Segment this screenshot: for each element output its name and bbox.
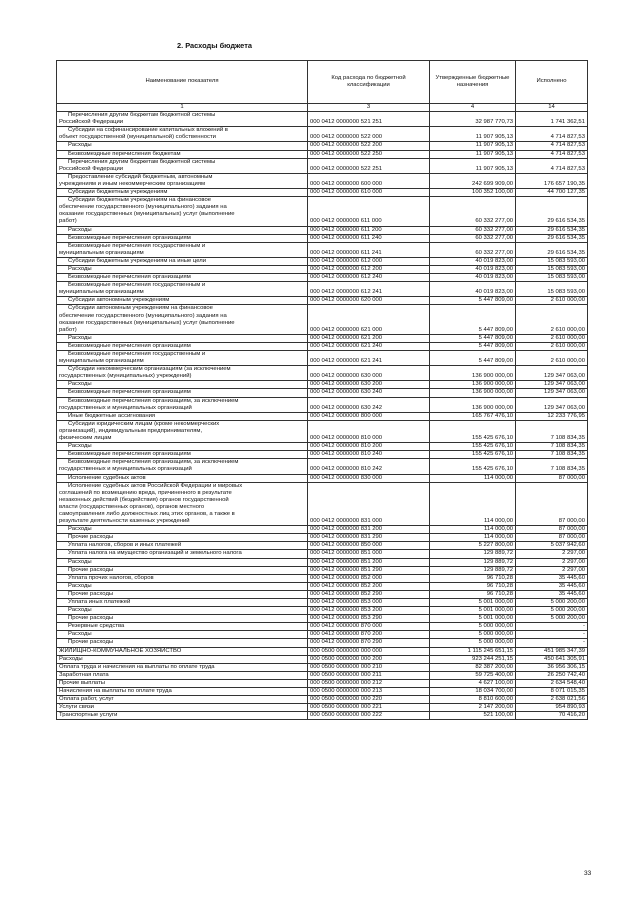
row-executed-cell: 29 616 534,35 [516,197,588,226]
row-code-cell: 000 0412 0000000 831 000 [308,482,430,526]
row-approved-cell: 40 019 823,00 [430,257,516,265]
row-executed-cell: 5 000 200,00 [516,615,588,623]
row-code-cell: 000 0412 0000000 610 000 [308,189,430,197]
table-row [57,615,588,623]
row-approved-cell: 5 000 000,00 [430,631,516,639]
row-code-cell: 000 0500 0000000 000 220 [308,696,430,704]
row-executed-cell: 129 347 063,00 [516,389,588,397]
row-executed-cell: 70 416,20 [516,712,588,720]
row-approved-cell: 32 987 770,73 [430,112,516,127]
row-executed-cell: 15 083 593,00 [516,257,588,265]
column-header-code: Код расхода по бюджетной классификации [308,61,430,104]
row-approved-cell: 5 227 800,00 [430,542,516,550]
row-name-cell: Расходы [57,265,308,273]
table-header-row [57,61,588,104]
row-executed-cell: 2 638 021,56 [516,696,588,704]
row-executed-cell: 129 347 063,00 [516,366,588,381]
row-approved-cell: 60 332 277,00 [430,234,516,242]
row-code-cell: 000 0412 0000000 630 240 [308,389,430,397]
row-approved-cell: 5 447 809,00 [430,334,516,342]
row-name-cell: Безвозмездные перечисления организациям [57,342,308,350]
row-executed-cell: 451 985 347,39 [516,647,588,655]
table-row [57,150,588,158]
row-name-cell: Безвозмездные перечисления организациям [57,389,308,397]
row-executed-cell: 29 616 534,35 [516,226,588,234]
row-code-cell: 000 0412 0000000 620 000 [308,297,430,305]
table-row [57,142,588,150]
table-row [57,688,588,696]
row-approved-cell: 96 710,28 [430,590,516,598]
table-row [57,451,588,459]
row-name-cell: Расходы [57,334,308,342]
table-row [57,334,588,342]
row-executed-cell: 26 250 742,40 [516,671,588,679]
row-code-cell: 000 0412 0000000 611 200 [308,226,430,234]
row-executed-cell: 44 700 127,35 [516,189,588,197]
row-code-cell: 000 0412 0000000 621 241 [308,351,430,366]
row-executed-cell: 2 610 000,00 [516,334,588,342]
column-header-executed: Исполнено [516,61,588,104]
row-name-cell: Перечисления другим бюджетам бюджетной системы Российской Федерации [57,112,308,127]
row-approved-cell: 155 425 676,10 [430,443,516,451]
row-approved-cell: 136 900 000,00 [430,366,516,381]
row-executed-cell: 2 610 000,00 [516,351,588,366]
row-approved-cell: 155 425 676,10 [430,451,516,459]
table-row [57,242,588,257]
column-number-row [57,104,588,112]
row-code-cell: 000 0412 0000000 630 000 [308,366,430,381]
row-executed-cell: 35 445,60 [516,582,588,590]
row-approved-cell: 40 019 823,00 [430,265,516,273]
table-row [57,704,588,712]
row-executed-cell: - [516,631,588,639]
row-approved-cell: 114 000,00 [430,534,516,542]
row-executed-cell: 5 000 200,00 [516,607,588,615]
table-row [57,582,588,590]
row-name-cell: Расходы [57,631,308,639]
row-code-cell: 000 0412 0000000 810 242 [308,459,430,474]
row-name-cell: Безвозмездные перечисления государственным и муниципальным организациям [57,282,308,297]
row-code-cell: 000 0412 0000000 630 242 [308,397,430,412]
row-approved-cell: 18 034 700,00 [430,688,516,696]
row-name-cell: Расходы [57,226,308,234]
row-name-cell: Прочие расходы [57,590,308,598]
row-code-cell: 000 0412 0000000 621 000 [308,305,430,334]
table-row [57,158,588,173]
row-name-cell: Расходы [57,443,308,451]
row-code-cell: 000 0412 0000000 831 200 [308,526,430,534]
row-code-cell: 000 0412 0000000 853 200 [308,607,430,615]
row-name-cell: Расходы [57,655,308,663]
row-approved-cell: 5 000 000,00 [430,623,516,631]
table-row [57,173,588,188]
row-name-cell: Субсидии некоммерческим организациям (за исключением государственных (муниципальных) учреждений) [57,366,308,381]
row-name-cell: Оплата работ, услуг [57,696,308,704]
row-approved-cell: 136 900 000,00 [430,389,516,397]
table-row [57,534,588,542]
row-name-cell: Безвозмездные перечисления организациям [57,451,308,459]
row-executed-cell: 15 083 593,00 [516,274,588,282]
row-code-cell: 000 0412 0000000 621 240 [308,342,430,350]
row-code-cell: 000 0412 0000000 850 000 [308,542,430,550]
row-approved-cell: 242 699 909,00 [430,173,516,188]
row-code-cell: 000 0412 0000000 612 240 [308,274,430,282]
column-header-name: Наименование показателя [57,61,308,104]
row-code-cell: 000 0412 0000000 810 000 [308,420,430,442]
table-row [57,420,588,442]
row-executed-cell: 87 000,00 [516,526,588,534]
row-approved-cell: 8 810 600,00 [430,696,516,704]
row-name-cell: Услуги связи [57,704,308,712]
row-code-cell: 000 0412 0000000 870 200 [308,631,430,639]
row-approved-cell: 96 710,28 [430,574,516,582]
row-approved-cell: 129 889,72 [430,566,516,574]
row-approved-cell: 136 900 000,00 [430,397,516,412]
row-code-cell: 000 0412 0000000 810 240 [308,451,430,459]
row-code-cell: 000 0412 0000000 612 000 [308,257,430,265]
row-code-cell: 000 0412 0000000 521 251 [308,112,430,127]
row-name-cell: Безвозмездные перечисления организациям [57,234,308,242]
table-row [57,482,588,526]
table-row [57,607,588,615]
row-executed-cell: 2 297,00 [516,566,588,574]
table-row [57,647,588,655]
expenditure-table [56,60,588,720]
row-name-cell: Безвозмездные перечисления организациям [57,274,308,282]
row-approved-cell: 923 244 251,15 [430,655,516,663]
column-number: 4 [430,104,516,112]
row-code-cell: 000 0412 0000000 831 290 [308,534,430,542]
row-code-cell: 000 0412 0000000 522 250 [308,150,430,158]
table-row [57,381,588,389]
table-row [57,655,588,663]
row-approved-cell: 5 001 000,00 [430,599,516,607]
row-code-cell: 000 0412 0000000 611 000 [308,197,430,226]
row-name-cell: Субсидии автономным учреждениям на финансовое обеспечение государственного (муниципального) задания на оказание государственных (муниципальных) услуг (выполнение работ) [57,305,308,334]
row-code-cell: 000 0412 0000000 870 000 [308,623,430,631]
table-row [57,623,588,631]
row-executed-cell: 4 714 827,53 [516,142,588,150]
row-code-cell: 000 0412 0000000 810 200 [308,443,430,451]
row-code-cell: 000 0412 0000000 851 000 [308,550,430,558]
table-row [57,282,588,297]
row-executed-cell: 2 610 000,00 [516,342,588,350]
row-name-cell: Субсидии бюджетным учреждениям на иные цели [57,257,308,265]
row-name-cell: Безвозмездные перечисления организациям, за исключением государственных и муниципальных организаций [57,397,308,412]
row-approved-cell: 11 907 905,13 [430,150,516,158]
table-row [57,574,588,582]
row-executed-cell: 4 714 827,53 [516,150,588,158]
table-row [57,631,588,639]
row-approved-cell: 40 019 823,00 [430,282,516,297]
row-code-cell: 000 0412 0000000 611 240 [308,234,430,242]
row-code-cell: 000 0412 0000000 621 200 [308,334,430,342]
row-name-cell: Исполнение судебных актов [57,474,308,482]
row-name-cell: ЖИЛИЩНО-КОММУНАЛЬНОЕ ХОЗЯЙСТВО [57,647,308,655]
row-executed-cell: 87 000,00 [516,534,588,542]
row-code-cell: 000 0412 0000000 852 290 [308,590,430,598]
row-executed-cell: 176 657 190,35 [516,173,588,188]
row-code-cell: 000 0412 0000000 852 200 [308,582,430,590]
row-approved-cell: 4 627 100,00 [430,679,516,687]
row-name-cell: Расходы [57,582,308,590]
table-row [57,712,588,720]
row-executed-cell: 129 347 063,00 [516,381,588,389]
table-row [57,679,588,687]
row-approved-cell: 129 889,72 [430,550,516,558]
row-name-cell: Прочие расходы [57,639,308,647]
row-code-cell: 000 0412 0000000 851 290 [308,566,430,574]
row-name-cell: Заработная плата [57,671,308,679]
row-executed-cell: 2 297,00 [516,550,588,558]
row-name-cell: Иные бюджетные ассигнования [57,412,308,420]
table-row [57,389,588,397]
table-row [57,412,588,420]
table-row [57,397,588,412]
row-executed-cell: 5 000 200,00 [516,599,588,607]
row-name-cell: Транспортные услуги [57,712,308,720]
row-executed-cell: 7 108 834,35 [516,420,588,442]
row-executed-cell: 15 083 593,00 [516,265,588,273]
row-code-cell: 000 0412 0000000 612 200 [308,265,430,273]
row-executed-cell: 7 108 834,35 [516,443,588,451]
column-number: 3 [308,104,430,112]
row-approved-cell: 165 767 476,10 [430,412,516,420]
row-approved-cell: 60 332 277,00 [430,197,516,226]
table-row [57,526,588,534]
row-executed-cell: 954 890,93 [516,704,588,712]
row-executed-cell: 15 083 593,00 [516,282,588,297]
row-executed-cell: 1 741 362,51 [516,112,588,127]
row-executed-cell: - [516,623,588,631]
table-row [57,639,588,647]
row-code-cell: 000 0412 0000000 522 200 [308,142,430,150]
row-name-cell: Исполнение судебных актов Российской Федерации и мировых соглашений по возмещению вреда, причиненного в результате незаконных действий (бездействия) органов государственной власти (государственных органов), органов местного самоуправления либо должностных лиц этих органов, а также в результате деятельности казенных учреждений [57,482,308,526]
row-name-cell: Предоставление субсидий бюджетным, автономным учреждениям и иным некоммерческим организациям [57,173,308,188]
table-row [57,297,588,305]
row-code-cell: 000 0412 0000000 522 251 [308,158,430,173]
table-row [57,566,588,574]
row-name-cell: Прочие расходы [57,566,308,574]
row-executed-cell: 35 445,60 [516,590,588,598]
table-row [57,265,588,273]
table-row [57,127,588,142]
column-number: 14 [516,104,588,112]
row-code-cell: 000 0412 0000000 611 241 [308,242,430,257]
row-name-cell: Безвозмездные перечисления государственным и муниципальным организациям [57,351,308,366]
row-approved-cell: 5 001 000,00 [430,607,516,615]
row-code-cell: 000 0500 0000000 000 222 [308,712,430,720]
row-code-cell: 000 0500 0000000 000 213 [308,688,430,696]
row-code-cell: 000 0500 0000000 000 221 [308,704,430,712]
table-row [57,342,588,350]
row-executed-cell: - [516,639,588,647]
row-name-cell: Субсидии автономным учреждениям [57,297,308,305]
row-approved-cell: 114 000,00 [430,526,516,534]
row-approved-cell: 59 725 400,00 [430,671,516,679]
row-code-cell: 000 0500 0000000 000 200 [308,655,430,663]
table-row [57,112,588,127]
row-code-cell: 000 0412 0000000 853 000 [308,599,430,607]
row-approved-cell: 11 907 905,13 [430,142,516,150]
section-title: 2. Расходы бюджета [177,41,252,50]
row-approved-cell: 5 001 000,00 [430,615,516,623]
page-number: 33 [584,870,592,877]
column-header-approved: Утвержденные бюджетные назначения [430,61,516,104]
table-row [57,305,588,334]
row-name-cell: Расходы [57,381,308,389]
table-row [57,590,588,598]
row-approved-cell: 11 907 905,13 [430,158,516,173]
row-name-cell: Безвозмездные перечисления организациям, за исключением государственных и муниципальных организаций [57,459,308,474]
row-name-cell: Резервные средства [57,623,308,631]
table-row [57,366,588,381]
table-row [57,189,588,197]
row-name-cell: Безвозмездные перечисления государственным и муниципальным организациям [57,242,308,257]
row-name-cell: Субсидии на софинансирование капитальных вложений в объект государственной (муниципальной) собственности [57,127,308,142]
row-code-cell: 000 0412 0000000 852 000 [308,574,430,582]
table-row [57,550,588,558]
row-executed-cell: 36 956 306,15 [516,663,588,671]
row-name-cell: Прочие расходы [57,615,308,623]
row-code-cell: 000 0500 0000000 000 210 [308,663,430,671]
row-approved-cell: 521 100,00 [430,712,516,720]
row-executed-cell: 29 616 534,35 [516,234,588,242]
row-code-cell: 000 0412 0000000 830 000 [308,474,430,482]
row-approved-cell: 5 447 809,00 [430,297,516,305]
row-executed-cell: 2 610 000,00 [516,305,588,334]
row-approved-cell: 1 115 245 651,15 [430,647,516,655]
row-name-cell: Начисления на выплаты по оплате труда [57,688,308,696]
row-approved-cell: 5 447 809,00 [430,342,516,350]
table-row [57,443,588,451]
row-approved-cell: 5 447 809,00 [430,351,516,366]
row-approved-cell: 129 889,72 [430,558,516,566]
row-executed-cell: 4 714 827,53 [516,127,588,142]
row-code-cell: 000 0412 0000000 630 200 [308,381,430,389]
table-row [57,663,588,671]
table-row [57,671,588,679]
row-approved-cell: 155 425 676,10 [430,459,516,474]
row-approved-cell: 100 352 100,00 [430,189,516,197]
table-row [57,599,588,607]
row-code-cell: 000 0412 0000000 522 000 [308,127,430,142]
row-approved-cell: 5 447 809,00 [430,305,516,334]
row-name-cell: Прочие расходы [57,534,308,542]
row-approved-cell: 40 019 823,00 [430,274,516,282]
row-name-cell: Расходы [57,526,308,534]
row-executed-cell: 2 634 548,40 [516,679,588,687]
row-code-cell: 000 0412 0000000 600 000 [308,173,430,188]
row-code-cell: 000 0412 0000000 612 241 [308,282,430,297]
row-executed-cell: 7 108 834,35 [516,451,588,459]
row-executed-cell: 4 714 827,53 [516,158,588,173]
row-executed-cell: 87 000,00 [516,474,588,482]
row-executed-cell: 2 610 000,00 [516,297,588,305]
table-row [57,474,588,482]
row-executed-cell: 8 071 015,35 [516,688,588,696]
row-approved-cell: 60 332 277,00 [430,242,516,257]
row-name-cell: Расходы [57,607,308,615]
row-name-cell: Субсидии бюджетным учреждениям на финансовое обеспечение государственного (муниципального) задания на оказание государственных (муниципальных) услуг (выполнение работ) [57,197,308,226]
row-code-cell: 000 0412 0000000 800 000 [308,412,430,420]
row-code-cell: 000 0500 0000000 000 000 [308,647,430,655]
row-name-cell: Субсидии юридическим лицам (кроме некоммерческих организаций), индивидуальным предпринимателям, физическим лицам [57,420,308,442]
row-executed-cell: 5 037 942,60 [516,542,588,550]
row-name-cell: Прочие выплаты [57,679,308,687]
row-code-cell: 000 0500 0000000 000 211 [308,671,430,679]
row-name-cell: Расходы [57,558,308,566]
table-row [57,351,588,366]
row-name-cell: Перечисления другим бюджетам бюджетной системы Российской Федерации [57,158,308,173]
table-row [57,234,588,242]
table-body [57,112,588,720]
table-row [57,558,588,566]
row-executed-cell: 87 000,00 [516,482,588,526]
row-name-cell: Уплата налогов, сборов и иных платежей [57,542,308,550]
row-approved-cell: 114 000,00 [430,474,516,482]
row-name-cell: Уплата иных платежей [57,599,308,607]
row-code-cell: 000 0412 0000000 853 290 [308,615,430,623]
table-row [57,696,588,704]
row-approved-cell: 11 907 905,13 [430,127,516,142]
row-executed-cell: 35 445,60 [516,574,588,582]
table-row [57,257,588,265]
row-name-cell: Субсидии бюджетным учреждениям [57,189,308,197]
row-approved-cell: 136 900 000,00 [430,381,516,389]
row-approved-cell: 114 000,00 [430,482,516,526]
row-approved-cell: 82 387 200,00 [430,663,516,671]
row-executed-cell: 12 233 776,95 [516,412,588,420]
row-name-cell: Уплата прочих налогов, сборов [57,574,308,582]
row-approved-cell: 155 425 676,10 [430,420,516,442]
row-approved-cell: 5 000 000,00 [430,639,516,647]
table-row [57,197,588,226]
row-name-cell: Оплата труда и начисления на выплаты по оплате труда [57,663,308,671]
table-row [57,542,588,550]
row-executed-cell: 450 641 305,91 [516,655,588,663]
row-executed-cell: 2 297,00 [516,558,588,566]
row-code-cell: 000 0412 0000000 851 200 [308,558,430,566]
row-approved-cell: 2 147 200,00 [430,704,516,712]
column-number: 1 [57,104,308,112]
row-approved-cell: 60 332 277,00 [430,226,516,234]
row-executed-cell: 29 616 534,35 [516,242,588,257]
row-executed-cell: 7 108 834,35 [516,459,588,474]
row-code-cell: 000 0500 0000000 000 212 [308,679,430,687]
row-code-cell: 000 0412 0000000 870 290 [308,639,430,647]
row-approved-cell: 96 710,28 [430,582,516,590]
row-name-cell: Безвозмездные перечисления бюджетам [57,150,308,158]
row-executed-cell: 129 347 063,00 [516,397,588,412]
row-name-cell: Уплата налога на имущество организаций и земельного налога [57,550,308,558]
table-row [57,274,588,282]
table-row [57,226,588,234]
row-name-cell: Расходы [57,142,308,150]
table-row [57,459,588,474]
